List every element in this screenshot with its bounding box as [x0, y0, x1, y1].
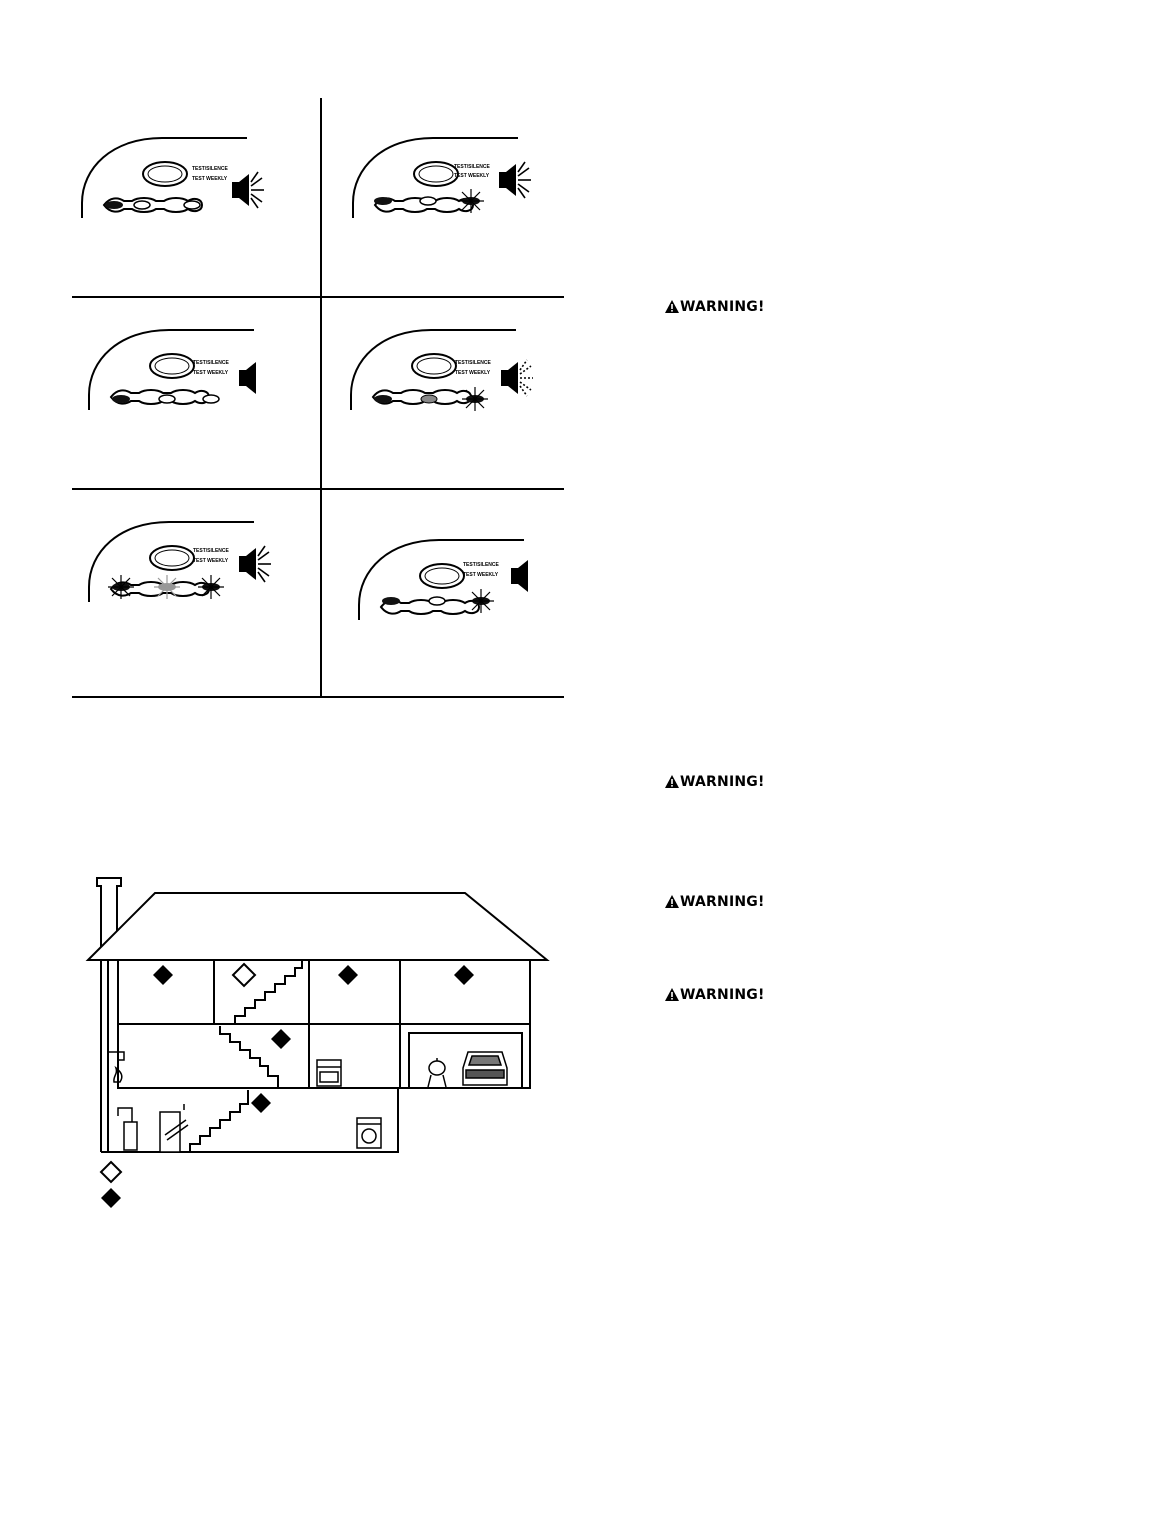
led-alarm	[458, 189, 484, 213]
led-power	[108, 575, 134, 599]
button-label-line2: TEST WEEKLY	[454, 173, 490, 179]
led-power	[382, 597, 400, 605]
warning-label: WARNING!	[680, 987, 765, 1003]
led-alarm	[184, 201, 200, 209]
led-middle	[420, 197, 436, 205]
speaker-icon	[232, 172, 264, 208]
warning-heading	[665, 299, 765, 315]
warning-label: WARNING!	[680, 774, 765, 790]
button-label-line2: TEST WEEKLY	[455, 370, 491, 376]
button-label-line1: TEST/SILENCE	[192, 166, 228, 172]
led-alarm	[468, 589, 494, 613]
alarm-status-grid	[0, 0, 600, 720]
speaker-intermittent-icon	[501, 360, 533, 396]
legend-solid-diamond-icon	[101, 1188, 121, 1208]
button-label-line2: TEST WEEKLY	[193, 370, 229, 376]
button-label-line2: TEST WEEKLY	[193, 558, 229, 564]
warning-heading	[665, 894, 765, 910]
speaker-icon	[239, 546, 271, 582]
status-panel-2	[353, 138, 531, 218]
led-middle	[421, 395, 437, 403]
water-heater-icon	[118, 1108, 137, 1150]
button-label-line1: TEST/SILENCE	[193, 360, 229, 366]
status-panel-5	[89, 522, 271, 602]
stove-icon	[317, 1060, 341, 1086]
status-panel-3	[89, 330, 256, 410]
furnace-icon	[160, 1104, 188, 1152]
stairs-middle	[220, 1026, 278, 1088]
led-power	[374, 395, 392, 403]
warning-triangle-icon	[665, 775, 679, 788]
warning-triangle-icon	[665, 895, 679, 908]
warning-heading	[665, 987, 765, 1003]
legend-hollow-diamond-icon	[101, 1162, 121, 1182]
car-icon	[463, 1052, 507, 1085]
status-panel-6	[359, 540, 528, 620]
button-label-line1: TEST/SILENCE	[454, 164, 490, 170]
fireplace-icon	[108, 1052, 124, 1088]
roof	[88, 893, 547, 960]
warning-triangle-icon	[665, 988, 679, 1001]
warning-triangle-icon	[665, 300, 679, 313]
led-middle	[159, 395, 175, 403]
house-placement-diagram	[80, 870, 560, 1170]
solid-diamond-icon	[271, 1029, 291, 1049]
basement-walls	[101, 1088, 398, 1152]
dryer-icon	[357, 1118, 381, 1148]
grill-icon	[428, 1058, 446, 1087]
led-alarm	[203, 395, 219, 403]
button-label-line1: TEST/SILENCE	[193, 548, 229, 554]
solid-diamond-icon	[338, 965, 358, 985]
hollow-diamond-icon	[233, 964, 255, 986]
solid-diamond-icon	[153, 965, 173, 985]
led-power	[105, 201, 123, 209]
led-middle	[154, 575, 180, 599]
button-label-line1: TEST/SILENCE	[463, 562, 499, 568]
led-middle	[429, 597, 445, 605]
led-middle	[134, 201, 150, 209]
button-label-line2: TEST WEEKLY	[463, 572, 499, 578]
speaker-silent-icon	[511, 560, 528, 592]
button-label-line2: TEST WEEKLY	[192, 176, 228, 182]
speaker-icon	[499, 162, 531, 198]
speaker-silent-icon	[239, 362, 256, 394]
status-panel-4	[351, 330, 533, 411]
warning-heading	[665, 774, 765, 790]
diagram-legend	[96, 1160, 156, 1220]
solid-diamond-icon	[251, 1093, 271, 1113]
led-power	[374, 197, 392, 205]
stairs-basement	[190, 1090, 248, 1152]
button-label-line1: TEST/SILENCE	[455, 360, 491, 366]
led-alarm	[198, 575, 224, 599]
led-power	[112, 395, 130, 403]
solid-diamond-icon	[454, 965, 474, 985]
status-panel-1	[82, 138, 264, 218]
warning-label: WARNING!	[680, 894, 765, 910]
warning-label: WARNING!	[680, 299, 765, 315]
led-alarm	[462, 387, 488, 411]
